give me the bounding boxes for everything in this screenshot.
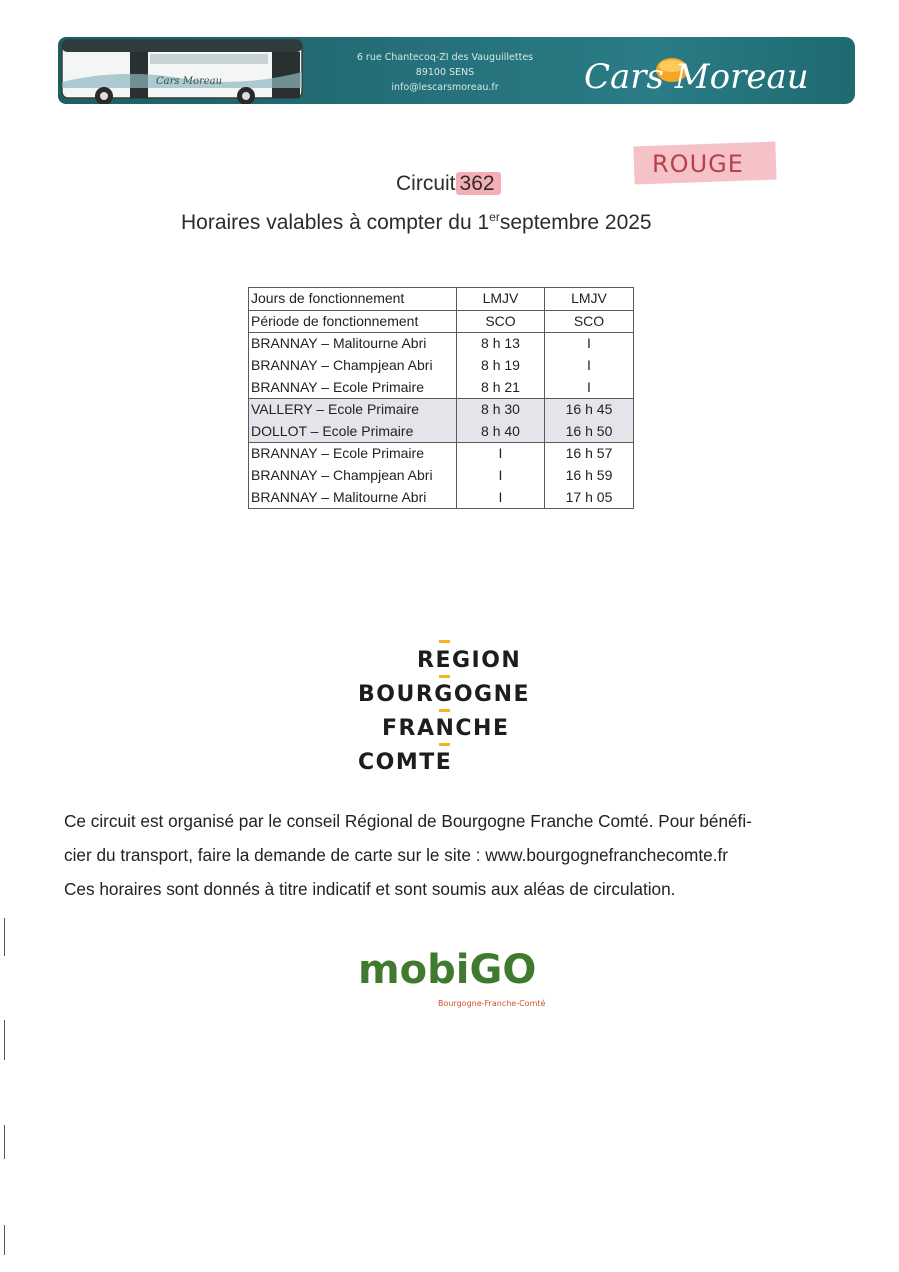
table-row <box>249 486 634 508</box>
stop-cell: BRANNAY – Champjean Abri <box>249 355 457 377</box>
table-row <box>249 355 634 377</box>
time-cell-afternoon: 16 h 59 <box>545 465 634 487</box>
time-cell-afternoon: 17 h 05 <box>545 486 634 508</box>
scan-artifact <box>4 1020 5 1060</box>
brand-name: Cars Moreau <box>584 57 809 97</box>
stop-cell: BRANNAY – Malitourne Abri <box>249 333 457 355</box>
mobigo-wordmark <box>358 943 573 999</box>
time-cell-afternoon: 16 h 45 <box>545 398 634 420</box>
color-stamp-text: ROUGE <box>652 150 744 178</box>
time-cell-afternoon: 16 h 57 <box>545 443 634 465</box>
time-cell-afternoon: I <box>545 376 634 398</box>
time-cell-morning: I <box>457 465 545 487</box>
circuit-label: Circuit <box>396 172 456 195</box>
time-cell-afternoon: I <box>545 355 634 377</box>
time-cell-morning: 8 h 30 <box>457 398 545 420</box>
table-row <box>249 443 634 465</box>
validity-day: 1 <box>477 211 490 234</box>
scan-artifact <box>4 918 5 956</box>
scan-artifact <box>4 1125 5 1159</box>
time-cell-afternoon: LMJV <box>545 288 634 311</box>
stop-cell: Période de fonctionnement <box>249 310 457 333</box>
table-row <box>249 376 634 398</box>
region-logo-line-2: BOURGOGNE <box>358 682 531 707</box>
table-row <box>249 465 634 487</box>
color-stamp <box>630 138 780 188</box>
region-logo-line-3: FRANCHE <box>382 716 510 741</box>
stop-cell: DOLLOT – Ecole Primaire <box>249 421 457 443</box>
region-bfc-logo <box>358 640 558 780</box>
validity-prefix: Horaires valables à compter du <box>181 211 478 234</box>
cars-moreau-logo <box>580 50 850 98</box>
contact-email: info@lescarsmoreau.fr <box>391 82 499 93</box>
notice-line-1: Ce circuit est organisé par le conseil Régional de Bourgogne Franche Comté. Pour bénéfi- <box>64 811 752 831</box>
contact-city: 89100 SENS <box>415 67 475 78</box>
bus-livery-text: Cars Moreau <box>156 76 223 87</box>
bus-illustration <box>60 38 312 104</box>
stop-cell: BRANNAY – Ecole Primaire <box>249 443 457 465</box>
table-row <box>249 310 634 333</box>
time-cell-morning: 8 h 19 <box>457 355 545 377</box>
validity-line <box>181 210 652 235</box>
stop-cell: Jours de fonctionnement <box>249 288 457 311</box>
stop-cell: VALLERY – Ecole Primaire <box>249 398 457 420</box>
logo-accent-bar <box>439 675 450 678</box>
time-cell-afternoon: 16 h 50 <box>545 421 634 443</box>
logo-accent-bar <box>439 709 450 712</box>
time-cell-afternoon: SCO <box>545 310 634 333</box>
region-logo-line-4: COMTE <box>358 750 453 775</box>
logo-accent-bar <box>439 640 450 643</box>
time-cell-morning: 8 h 40 <box>457 421 545 443</box>
validity-day-suffix: er <box>489 210 500 224</box>
mobigo-subtitle: Bourgogne-Franche-Comté <box>438 999 546 1008</box>
table-row <box>249 288 634 311</box>
time-cell-morning: 8 h 21 <box>457 376 545 398</box>
notice-line-3: Ces horaires sont donnés à titre indicatif et sont soumis aux aléas de circulation. <box>64 879 676 899</box>
validity-rest: septembre 2025 <box>499 211 652 234</box>
table-row <box>249 398 634 420</box>
mobigo-logo <box>358 943 573 1013</box>
time-cell-morning: 8 h 13 <box>457 333 545 355</box>
time-cell-afternoon: I <box>545 333 634 355</box>
company-contact <box>330 50 560 95</box>
time-cell-morning: LMJV <box>457 288 545 311</box>
table-row <box>249 333 634 355</box>
contact-address: 6 rue Chantecoq-ZI des Vauguillettes <box>356 52 534 63</box>
svg-text:mobiGO: mobiGO <box>358 947 537 993</box>
table-row <box>249 421 634 443</box>
logo-accent-bar <box>439 743 450 746</box>
notice-paragraph <box>64 804 844 906</box>
time-cell-morning: SCO <box>457 310 545 333</box>
notice-line-2: cier du transport, faire la demande de carte sur le site : www.bourgognefranchecomte.fr <box>64 845 728 865</box>
stop-cell: BRANNAY – Champjean Abri <box>249 465 457 487</box>
region-logo-line-1: REGION <box>417 648 522 673</box>
stop-cell: BRANNAY – Ecole Primaire <box>249 376 457 398</box>
scan-artifact <box>4 1225 5 1255</box>
stop-cell: BRANNAY – Malitourne Abri <box>249 486 457 508</box>
time-cell-morning: I <box>457 443 545 465</box>
time-cell-morning: I <box>457 486 545 508</box>
schedule-table <box>248 287 634 509</box>
circuit-number: 362 <box>456 172 501 195</box>
circuit-title <box>396 172 501 196</box>
